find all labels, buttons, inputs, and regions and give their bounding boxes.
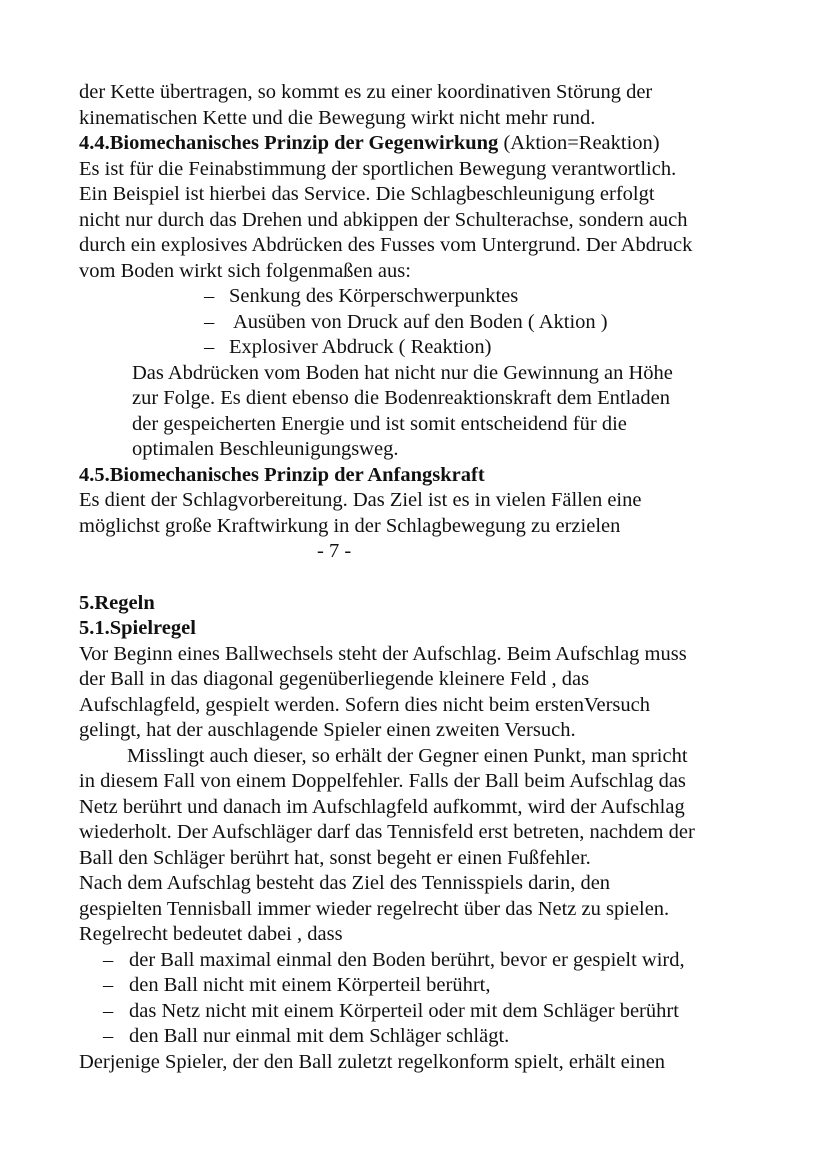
list-item-text: Senkung des Körperschwerpunktes [229,285,519,307]
text-line: gelingt, hat der auschlagende Spieler einen zweiten Versuch. [79,719,576,741]
text-line: gespielten Tennisball immer wieder regelrecht über das Netz zu spielen. [79,897,670,920]
section-4-5-body [79,488,779,539]
section-4-5-heading: 4.5.Biomechanisches Prinzip der Anfangskraft [79,463,485,486]
text-line: Das Abdrücken vom Boden hat nicht nur die Gewinnung an Höhe [132,361,673,384]
list-item [79,999,779,1025]
text-line: Es ist für die Feinabstimmung der sportlichen Bewegung verantwortlich. [79,157,677,180]
list-item-text: Explosiver Abdruck ( Reaktion) [229,336,492,358]
document-page [79,80,779,1075]
dash-bullet: – [204,285,215,307]
text-line: Regelrecht bedeutet dabei , dass [79,923,343,945]
text-line: vom Boden wirkt sich folgenmaßen aus: [79,259,411,282]
dash-bullet: – [103,974,114,996]
list-item-text: der Ball maximal einmal den Boden berührt, bevor er gespielt wird, [129,948,685,971]
text-line: der Ball in das diagonal gegenüberliegende kleinere Feld , das [79,668,590,690]
heading-normal-text: (Aktion=Reaktion) [498,132,660,154]
dash-bullet: – [103,948,114,971]
list-item [79,335,779,361]
text-line: nicht nur durch das Drehen und abkippen der Schulterachse, sondern auch [79,208,688,231]
dash-bullet: – [103,999,114,1022]
text-line: möglichst große Kraftwirkung in der Schlagbewegung zu erzielen [79,514,621,537]
text-line: Ball den Schläger berührt hat, sonst begeht er einen Fußfehler. [79,846,591,869]
heading-bold-text: 4.4.Biomechanisches Prinzip der Gegenwirkung [79,132,499,154]
text-line: der Kette übertragen, so kommt es zu einer koordinativen Störung der [79,81,653,103]
section-5-1-closing-line: Derjenige Spieler, der den Ball zuletzt regelkonform spielt, erhält einen [79,1050,666,1073]
text-line: kinematischen Kette und die Bewegung wirkt nicht mehr rund. [79,106,596,129]
text-line: der gespeicherten Energie und ist somit entscheidend für die [132,412,627,435]
section-5-heading: 5.Regeln [79,591,155,614]
text-line: Netz berührt und danach im Aufschlagfeld aufkommt, wird der Aufschlag [79,795,685,818]
dash-bullet: – [204,336,215,358]
list-item [79,310,779,336]
text-line: durch ein explosives Abdrücken des Fusses vom Untergrund. Der Abdruck [79,234,693,256]
list-item [79,1024,779,1050]
list-item-text: das Netz nicht mit einem Körperteil oder mit dem Schläger berührt [129,999,679,1022]
section-4-4-body [79,157,779,285]
section-4-4-indented-paragraph [79,361,779,463]
text-line: Aufschlagfeld, gespielt werden. Sofern dies nicht beim erstenVersuch [79,693,650,716]
page-number: - 7 - [317,540,352,562]
list-item [79,948,779,974]
text-line: Es dient der Schlagvorbereitung. Das Ziel ist es in vielen Fällen eine [79,489,642,511]
list-item-text: Ausüben von Druck auf den Boden ( Aktion ) [229,310,608,333]
dash-bullet: – [103,1025,114,1047]
section-5-1-paragraph-2 [79,744,779,948]
text-line: zur Folge. Es dient ebenso die Bodenreaktionskraft dem Entladen [132,387,670,409]
text-line: in diesem Fall von einem Doppelfehler. Falls der Ball beim Aufschlag das [79,770,686,792]
list-item [79,973,779,999]
section-4-4-bullet-list [79,284,779,361]
text-line: Nach dem Aufschlag besteht das Ziel des Tennisspiels darin, den [79,872,611,894]
list-item-text: den Ball nicht mit einem Körperteil berührt, [129,974,491,996]
section-4-4-intro [79,80,779,131]
section-4-4-heading [79,131,779,157]
text-line: Vor Beginn eines Ballwechsels steht der Aufschlag. Beim Aufschlag muss [79,642,687,665]
text-line: Misslingt auch dieser, so erhält der Gegner einen Punkt, man spricht [127,744,688,767]
list-item-text: den Ball nur einmal mit dem Schläger schlägt. [129,1025,510,1047]
section-5-1-heading: 5.1.Spielregel [79,617,196,639]
page-break-spacer [79,565,779,591]
text-line: Ein Beispiel ist hierbei das Service. Die Schlagbeschleunigung erfolgt [79,183,655,205]
dash-bullet: – [204,310,215,333]
text-line: wiederholt. Der Aufschläger darf das Tennisfeld erst betreten, nachdem der [79,821,695,843]
section-5-1-paragraph-1 [79,642,779,744]
list-item [79,284,779,310]
text-line: optimalen Beschleunigungsweg. [132,438,399,460]
section-5-1-bullet-list [79,948,779,1050]
